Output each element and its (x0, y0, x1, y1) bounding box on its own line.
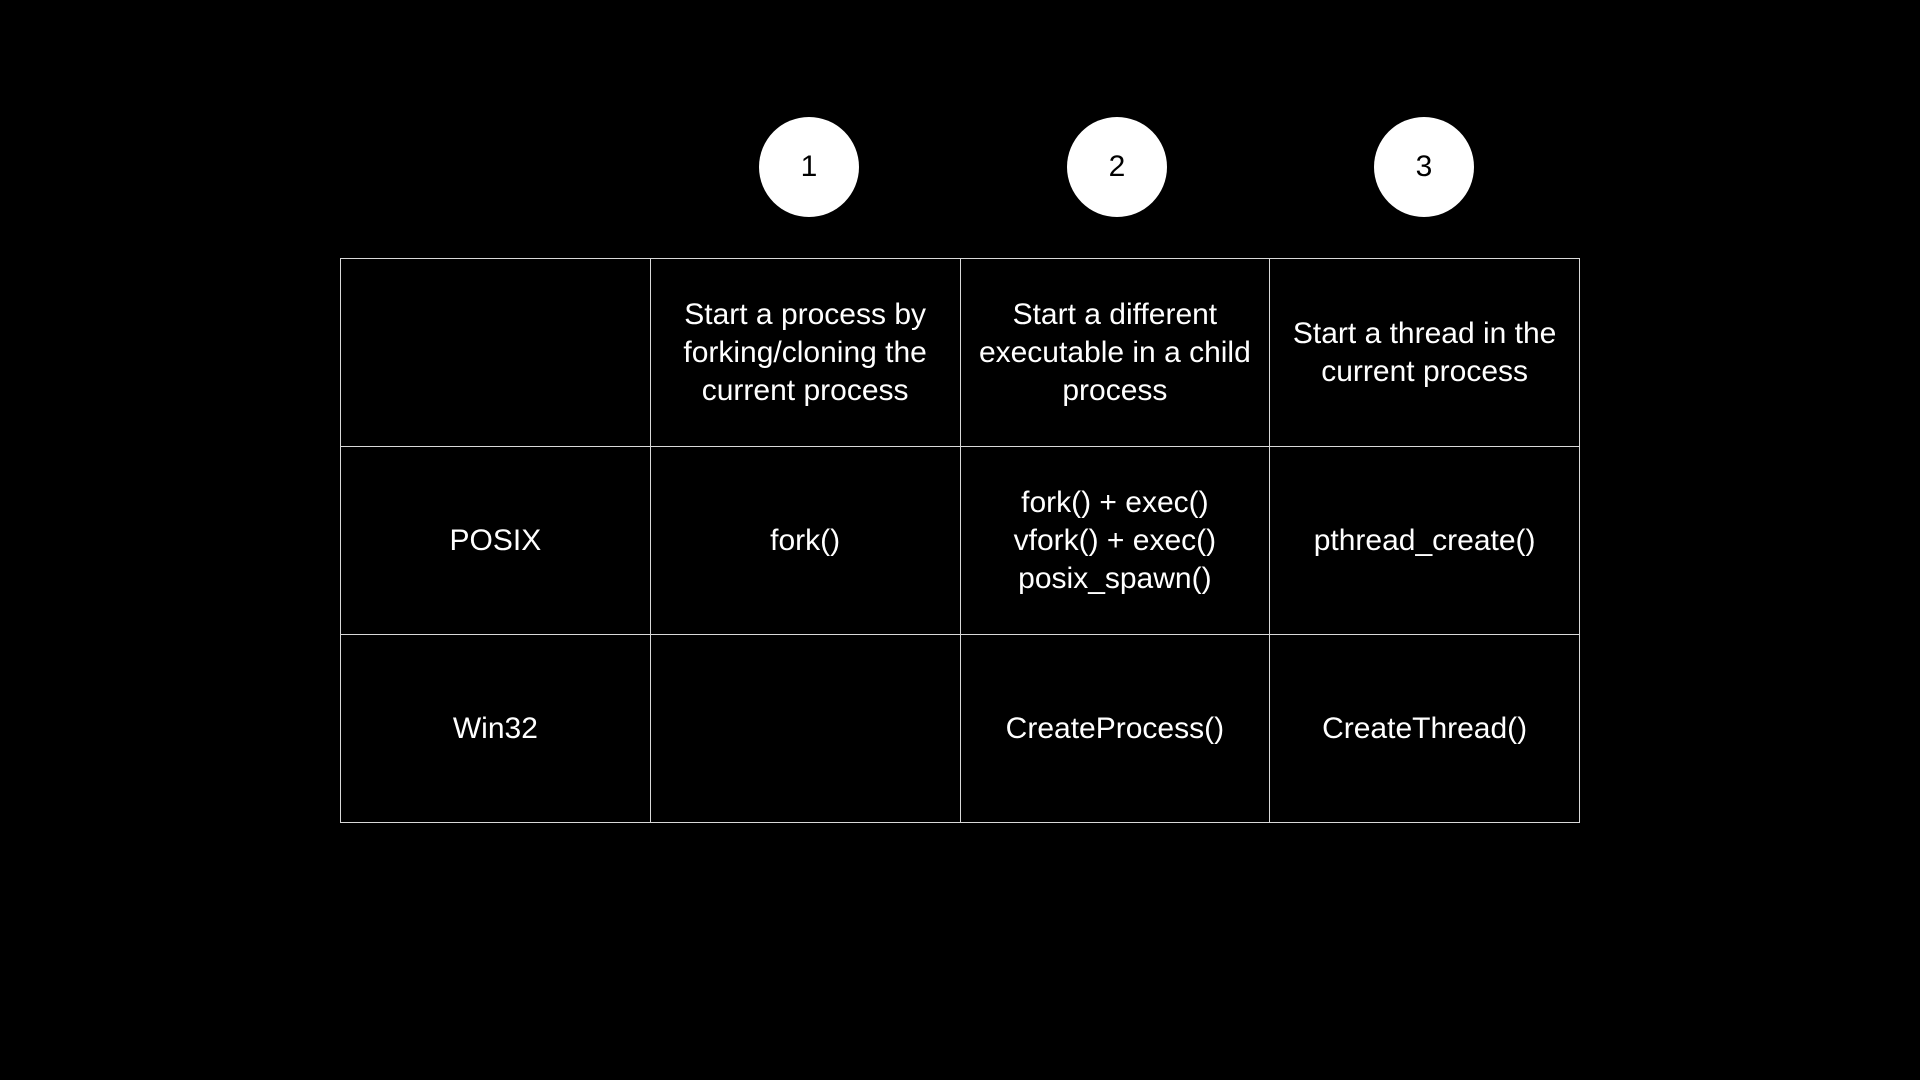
posix-col-3-cell (1270, 447, 1580, 635)
cell-line: fork() + exec() (1021, 485, 1209, 519)
posix-col-2-cell (960, 447, 1270, 635)
header-cell-3: Start a thread in the current process (1270, 259, 1580, 447)
cell-line: CreateThread() (1322, 711, 1528, 745)
row-label-win32: Win32 (341, 635, 651, 823)
column-number-badge-2 (1067, 117, 1167, 217)
table-row-posix (341, 447, 1580, 635)
cell-line: fork() (770, 523, 841, 557)
column-number-badge-1 (759, 117, 859, 217)
cell-line: posix_spawn() (1018, 561, 1212, 595)
cell-line: vfork() + exec() (1013, 523, 1217, 557)
posix-col-1-cell (650, 447, 960, 635)
cell-line: pthread_create() (1313, 523, 1536, 557)
cell-line: CreateProcess() (1005, 711, 1225, 745)
row-label-posix: POSIX (341, 447, 651, 635)
win32-col-1-cell-empty (650, 635, 960, 823)
win32-col-3-cell (1270, 635, 1580, 823)
header-cell-1: Start a process by forking/cloning the current process (650, 259, 960, 447)
column-number-3: 3 (1415, 150, 1433, 183)
comparison-table (340, 258, 1580, 823)
column-number-2: 2 (1108, 150, 1126, 183)
column-number-badge-3 (1374, 117, 1474, 217)
header-cell-2: Start a different executable in a child process (960, 259, 1270, 447)
table-row-win32 (341, 635, 1580, 823)
header-row (341, 259, 1580, 447)
column-number-1: 1 (800, 150, 818, 183)
win32-col-2-cell (960, 635, 1270, 823)
corner-cell (341, 259, 651, 447)
